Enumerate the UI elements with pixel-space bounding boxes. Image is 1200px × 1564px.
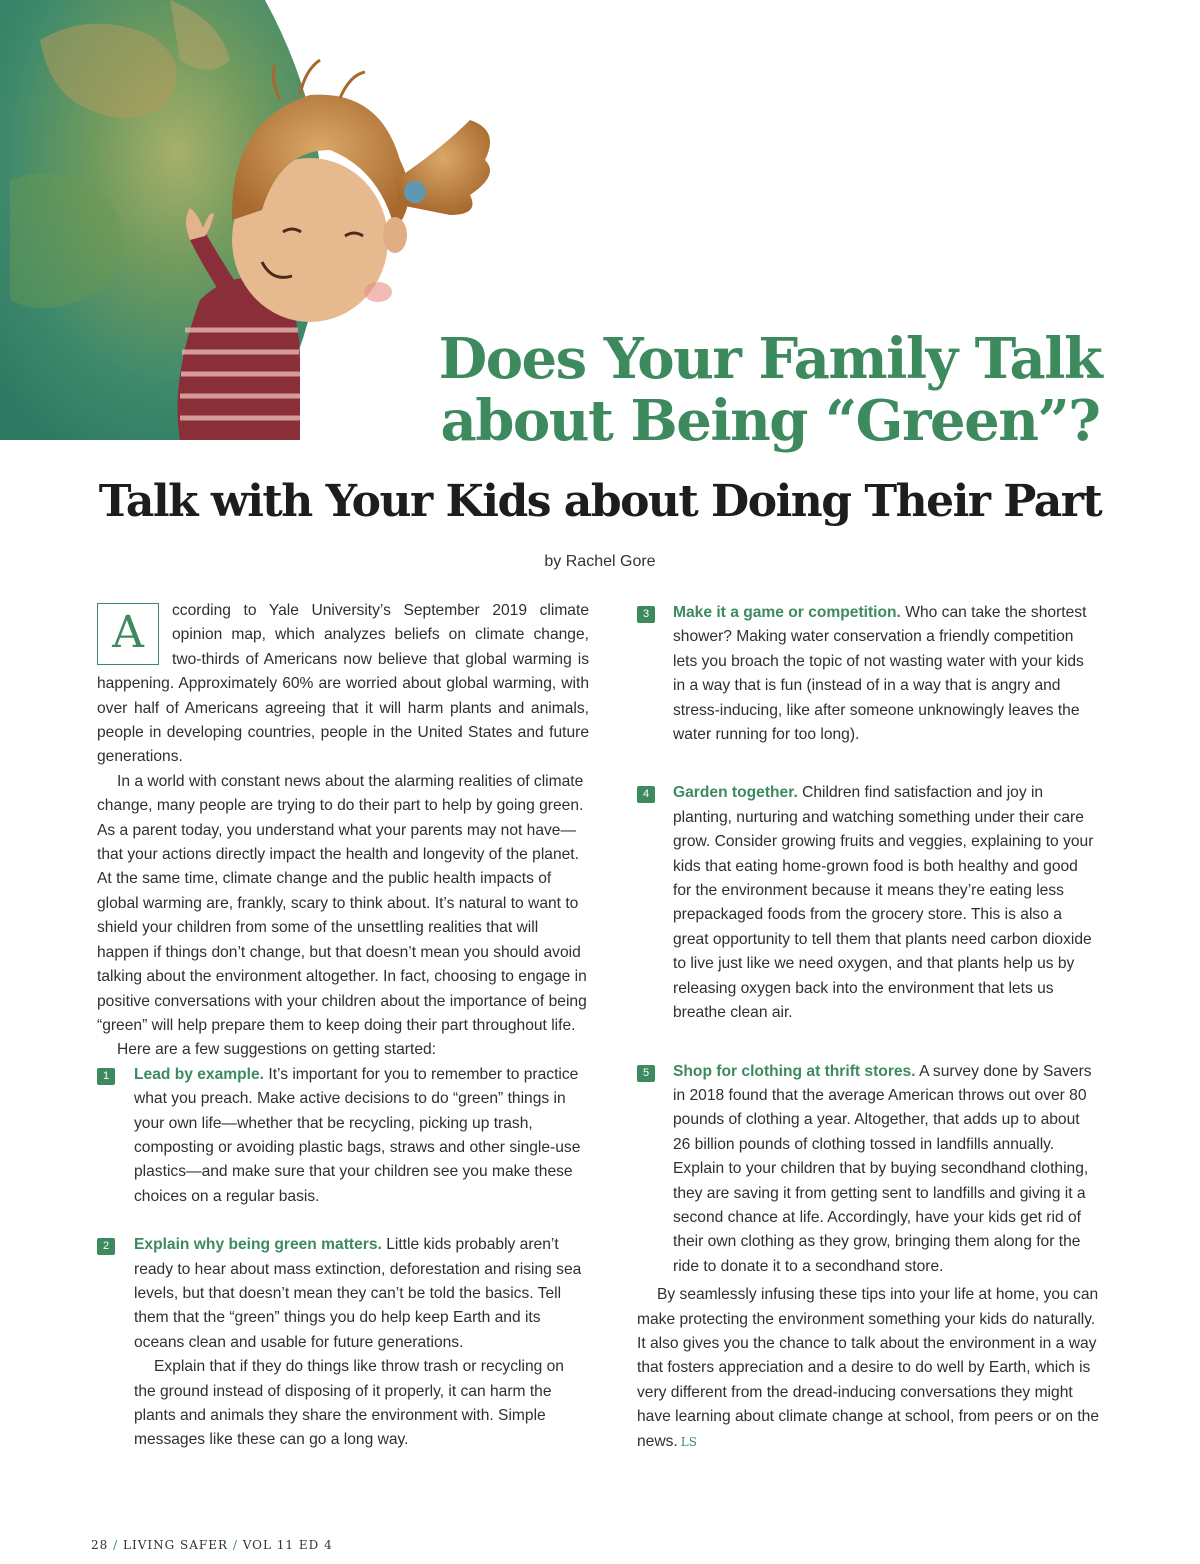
page-footer [91,1538,333,1552]
tip-4 [637,781,1100,1025]
tip-2 [97,1233,589,1453]
tip-heading: Lead by example. [134,1065,265,1083]
tip-number-badge: 5 [637,1065,655,1082]
tip-3 [637,601,1100,747]
byline: by Rachel Gore [544,553,656,570]
intro-paragraph-3: Here are a few suggestions on getting started: [117,1041,436,1059]
magazine-name: LIVING SAFER [122,1538,229,1552]
tip-number-badge: 2 [97,1238,115,1255]
issue-label: VOL 11 ED 4 [242,1538,333,1552]
left-column [97,599,589,1453]
closing-text: By seamlessly infusing these tips into your life at home, you can make protecting the environment something your kids do naturally. It also gives you the chance to talk about the environment in a way that fosters appreciation and a desire to do well by Earth, which is very different from the dread-inducing conversations they might have learning about climate change at school, from peers or on the news. [637,1286,1100,1450]
article-title: Does Your Family Talk about Being “Green”? [438,326,1102,454]
page-number: 28 [91,1538,109,1552]
tip-body: A survey done by Savers in 2018 found that the average American throws out over 80 pounds of clothing a year. Altogether, that adds up to about 26 billion pounds of clothing tossed in landfills annually. Explain to your children that by buying secondhand clothing, they are saving it from getting sent to landfills and giving it a second chance at life. Accordingly, have your kids get rid of their own clothing as they grow, bringing them along for the ride to donate it to a secondhand store. [673,1062,1092,1275]
tip-body: Who can take the shortest shower? Making water conservation a friendly competition lets you broach the topic of not wasting water with your kids in a way that is fun (instead of in a way that is angry and stress-inducing, like after someone unknowingly leaves the water running for too long). [673,604,1087,744]
intro-paragraph-2: In a world with constant news about the alarming realities of climate change, many people are trying to do their part to help by going green. As a parent today, you understand what your parents may not have—that your actions directly impact the health and longevity of the planet. At the same time, climate change and the public health impacts of global warming are, frankly, scary to think about. It’s natural to want to shield your children from some of the unsettling realities that will happen if things don’t change, but that doesn’t mean you should avoid talking about the environment altogether. In fact, choosing to engage in positive conversations with your children about the importance of being “green” will help prepare them to keep doing their part throughout life. [97,772,587,1034]
tip-5 [637,1060,1100,1280]
tip-body-continued: Explain that if they do things like throw trash or recycling on the ground instead of disposing of it properly, it can harm the plants and animals they share the environment with. Simple messages like these can go a long way. [134,1358,564,1449]
tip-heading: Garden together. [673,784,798,802]
tip-body: It’s important for you to remember to practice what you preach. Make active decisions to do “green” things in your own life—whether that be recycling, picking up trash, composting or avoiding plastic bags, straws and other single-use plastics—and make sure that your children see you make these choices on a regular basis. [134,1065,581,1205]
intro-paragraph-1: ccording to Yale University’s September 2019 climate opinion map, which analyzes beliefs on climate change, two-thirds of Americans now believe that global warming is happening. Approximately 60% are worried about global warming, with over half of Americans agreeing that it will harm plants and animals, people in developing countries, people in the United States and future generations. [97,602,589,766]
right-column [637,601,1100,1454]
tip-number-badge: 4 [637,786,655,803]
tip-number-badge: 1 [97,1068,115,1085]
end-mark-icon: LS [680,1434,697,1449]
footer-separator: / [232,1538,238,1552]
article-subtitle: Talk with Your Kids about Doing Their Part [98,476,1102,527]
tip-heading: Make it a game or competition. [673,604,901,621]
tip-body: Children find satisfaction and joy in planting, nurturing and watching something under their care grow. Consider growing fruits and veggies, explaining to your kids that eating home-grown food is both healthy and good for the environment because it means they’re eating less prepackaged foods from the grocery store. This is also a great opportunity to tell them that plants need carbon dioxide to live just like we need oxygen, and that plants help us by releasing oxygen back into the environment that lets us breathe clean air. [673,784,1094,1022]
tip-number-badge: 3 [637,606,655,623]
tip-heading: Explain why being green matters. [134,1236,382,1254]
tip-body: Little kids probably aren’t ready to hear about mass extinction, deforestation and rising sea levels, but that doesn’t mean they can’t be told the basics. Tell them that the “green” things you do help keep Earth and its oceans clean and usable for future generations. [134,1236,582,1351]
drop-cap: A [97,603,159,665]
footer-separator: / [113,1538,119,1552]
closing-paragraph [637,1283,1100,1454]
tip-1 [97,1063,589,1209]
tip-heading: Shop for clothing at thrift stores. [673,1062,916,1080]
